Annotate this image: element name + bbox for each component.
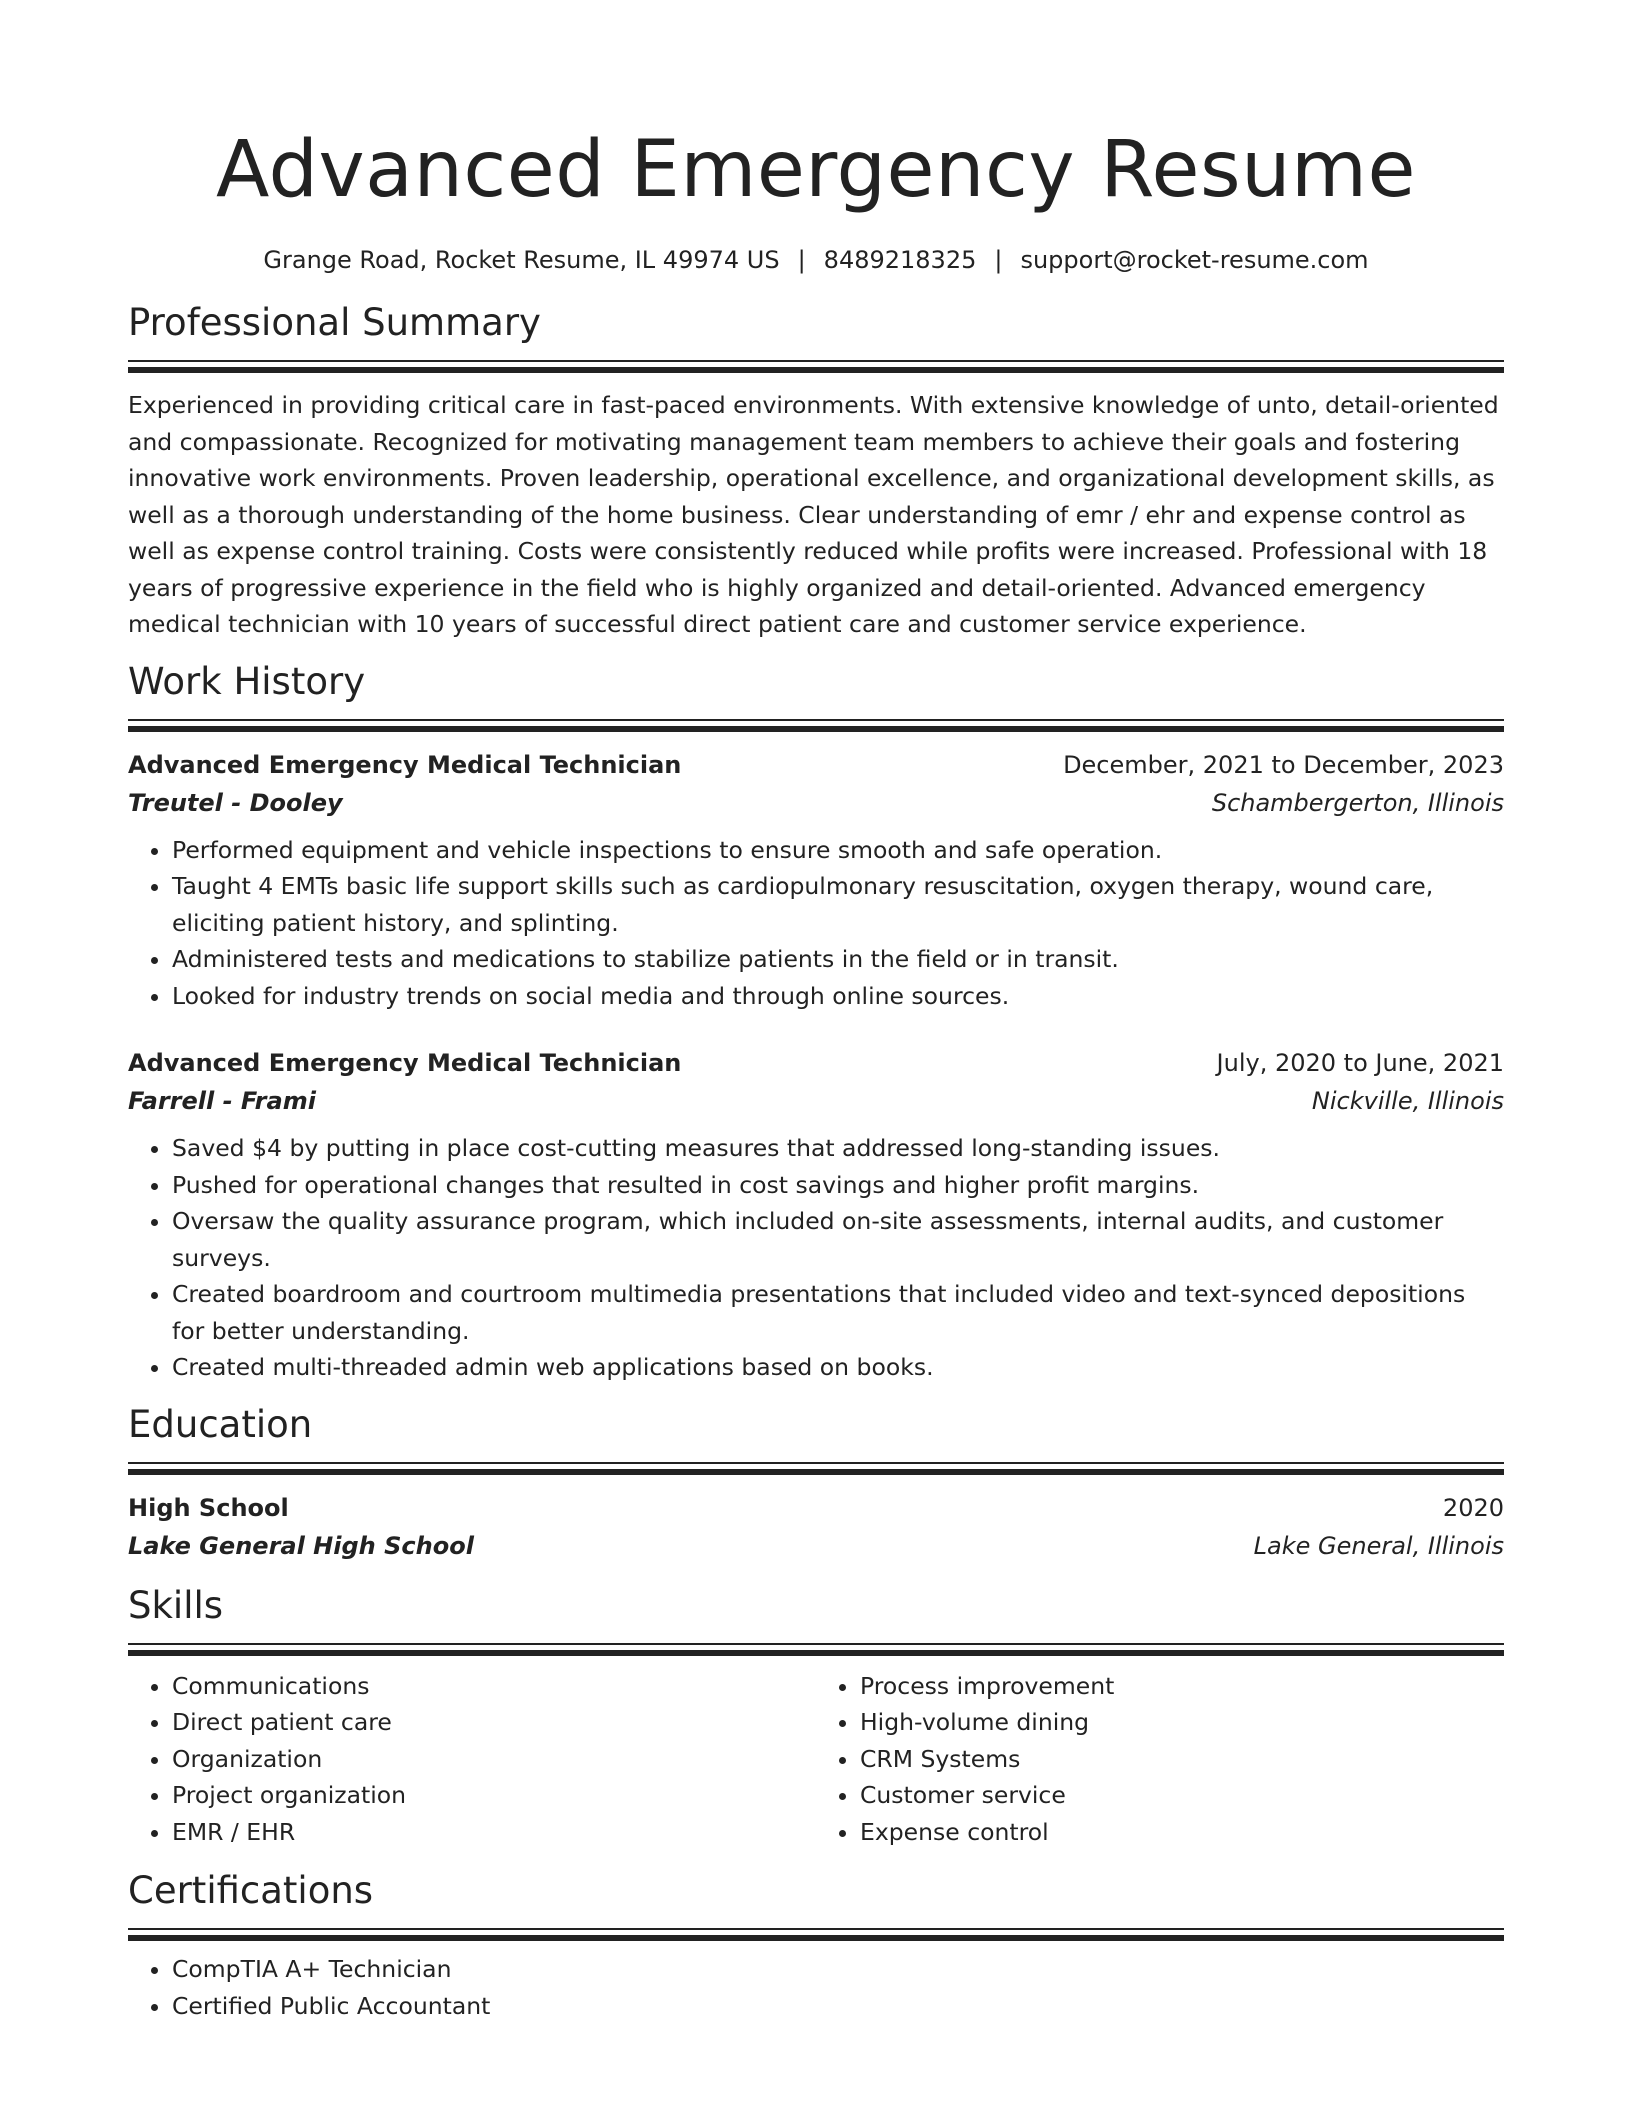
job-entry xyxy=(128,746,1504,1015)
skill-item: • CRM Systems xyxy=(860,1741,1504,1778)
skills-column-right xyxy=(816,1668,1504,1851)
section-title-work-history: Work History xyxy=(128,659,366,703)
job-dates: December, 2021 to December, 2023 xyxy=(1063,750,1504,779)
skills-section xyxy=(128,1583,1504,1851)
resume-name: Advanced Emergency Resume xyxy=(215,125,1417,215)
job-title: Advanced Emergency Medical Technician xyxy=(128,750,682,779)
list-item: • Performed equipment and vehicle inspections to ensure smooth and safe operation. xyxy=(172,832,1504,869)
section-divider xyxy=(128,719,1504,732)
education-section xyxy=(128,1402,1504,1565)
contact-phone: 8489218325 xyxy=(823,246,977,274)
certifications-section xyxy=(128,1868,1504,2024)
skill-item: • Communications xyxy=(172,1668,816,1705)
certification-item: • CompTIA A+ Technician xyxy=(172,1951,1504,1988)
job-entry xyxy=(128,1044,1504,1386)
list-item: • Oversaw the quality assurance program, which included on-site assessments, internal audits, and customer surveys. xyxy=(172,1203,1504,1276)
list-item: • Created boardroom and courtroom multimedia presentations that included video and text-synced depositions for better understanding. xyxy=(172,1276,1504,1349)
contact-email: support@rocket-resume.com xyxy=(1020,246,1369,274)
job-bullets xyxy=(128,832,1504,1015)
education-entry xyxy=(128,1489,1504,1565)
job-dates: July, 2020 to June, 2021 xyxy=(1216,1049,1504,1077)
certifications-list xyxy=(128,1951,1504,2024)
list-item: • Taught 4 EMTs basic life support skills such as cardiopulmonary resuscitation, oxygen therapy, wound care, eliciting patient history, and splinting. xyxy=(172,868,1504,941)
education-degree: High School xyxy=(128,1493,289,1522)
section-divider xyxy=(128,1643,1504,1656)
skill-item: • Organization xyxy=(172,1741,816,1778)
skill-item: • Direct patient care xyxy=(172,1704,816,1741)
section-divider xyxy=(128,360,1504,373)
skill-item: • EMR / EHR xyxy=(172,1814,816,1851)
section-title-summary: Professional Summary xyxy=(128,301,541,344)
list-item: • Looked for industry trends on social media and through online sources. xyxy=(172,978,1504,1015)
list-item: • Pushed for operational changes that resulted in cost savings and higher profit margins. xyxy=(172,1167,1504,1204)
job-bullets xyxy=(128,1130,1504,1386)
skill-item: • Customer service xyxy=(860,1777,1504,1814)
section-title-certifications: Certifications xyxy=(128,1869,374,1912)
list-item: • Administered tests and medications to stabilize patients in the field or in transit. xyxy=(172,941,1504,978)
contact-line xyxy=(128,244,1504,276)
skills-grid xyxy=(128,1668,1504,1851)
list-item: • Created multi-threaded admin web applications based on books. xyxy=(172,1349,1504,1386)
job-title: Advanced Emergency Medical Technician xyxy=(128,1049,682,1077)
contact-separator: | xyxy=(994,246,1003,274)
job-location: Schambergerton, Illinois xyxy=(1211,788,1504,817)
summary-section xyxy=(128,300,1504,643)
list-item: • Saved $4 by putting in place cost-cutting measures that addressed long-standing issues. xyxy=(172,1130,1504,1167)
certification-item: • Certified Public Accountant xyxy=(172,1988,1504,2025)
summary-text: Experienced in providing critical care in fast-paced environments. With extensive knowledge of unto, detail-oriented and compassionate. Recognized for motivating management team members to achieve their goals and fostering innovative work environments. Proven leadership, operational excellence, and organizational development skills, as well as a thorough understanding of the home business. Clear understanding of emr / ehr and expense control as well as expense control training. Costs were consistently reduced while profits were increased. Professional with 18 years of progressive experience in the field who is highly organized and detail-oriented. Advanced emergency medical technician with 10 years of successful direct patient care and customer service experience. xyxy=(128,391,1499,638)
work-history-section xyxy=(128,659,1504,1386)
skill-item: • Project organization xyxy=(172,1777,816,1814)
skills-column-left xyxy=(128,1668,816,1851)
skill-item: • Expense control xyxy=(860,1814,1504,1851)
education-school: Lake General High School xyxy=(128,1531,474,1560)
education-year: 2020 xyxy=(1442,1493,1504,1522)
job-location: Nickville, Illinois xyxy=(1311,1087,1504,1115)
section-title-education: Education xyxy=(128,1402,313,1446)
section-divider xyxy=(128,1928,1504,1941)
section-title-skills: Skills xyxy=(128,1583,224,1627)
education-location: Lake General, Illinois xyxy=(1253,1531,1504,1560)
contact-separator: | xyxy=(797,246,806,274)
skill-item: • High-volume dining xyxy=(860,1704,1504,1741)
contact-address: Grange Road, Rocket Resume, IL 49974 US xyxy=(263,246,780,274)
skill-item: • Process improvement xyxy=(860,1668,1504,1705)
job-company: Farrell - Frami xyxy=(128,1087,316,1115)
section-divider xyxy=(128,1462,1504,1475)
job-company: Treutel - Dooley xyxy=(128,788,343,817)
